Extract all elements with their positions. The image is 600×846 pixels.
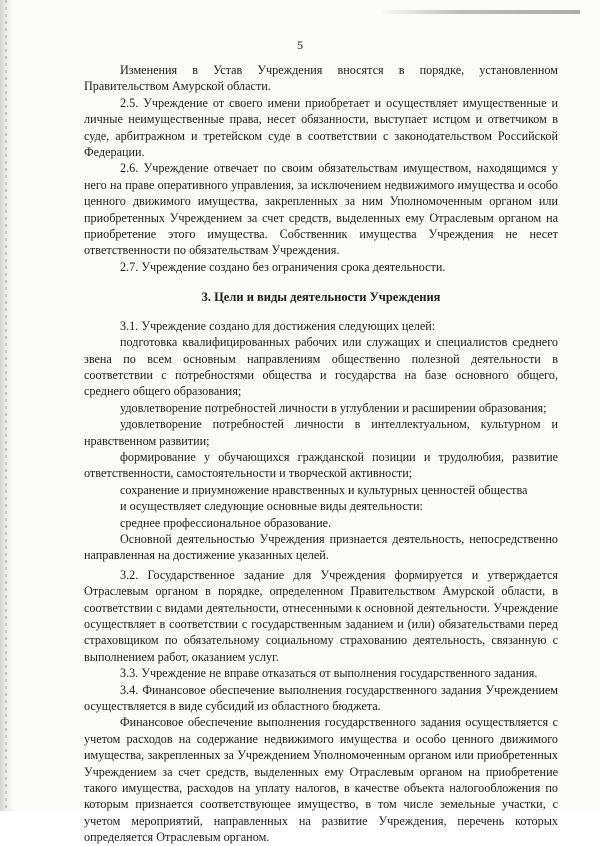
paragraph-financial-support: Финансовое обеспечение выполнения государственного задания осуществляется с учетом расходов на содержание недвижимого имущества и особо ценного движимого имущества, закрепленных за Учреждением Уполномоченным органом или приобретенных Учреждением за счет средств, выделенных ему Отраслевым органом на приобретение такого имущества, расходов на уплату налогов, в качестве объекта налогообложения по которым признается соответствующее имущество, в том числе земельные участки, с учетом мероприятий, направленных на развитие Учреждения, перечень которых определяется Отраслевым органом.	[84, 715, 558, 845]
paragraph-3-3: 3.3. Учреждение не вправе отказаться от выполнения государственного задания.	[120, 666, 538, 681]
paragraph-2-6: 2.6. Учреждение отвечает по своим обязательствам имуществом, находящимся у него на праве оперативного управления, за исключением недвижимого имущества и особо ценного движимого имущества, закрепленных за ним Уполномоченным органом или приобретенных Учреждением за счет средств, выделенных ему Отраслевым органом на приобретение этого имущества. Собственник имущества Учреждения не несет ответственности по обязательствам Учреждения.	[84, 161, 558, 258]
paragraph-2-5: 2.5. Учреждение от своего имени приобретает и осуществляет имущественные и личные неимущественные права, несет обязанности, выступает истцом и ответчиком в суде, арбитражном и третейском суде в соответствии с законодательством Российской Федерации.	[84, 95, 558, 160]
goal-item-moral-values: сохранение и приумножение нравственных и культурных ценностей общества	[120, 482, 528, 497]
scan-binding-edge	[0, 0, 14, 811]
goal-item-cultural-development: удовлетворение потребностей личности в интеллектуальном, культурном и нравственном развитии;	[84, 417, 558, 448]
goal-item-civic-position: формирование у обучающихся гражданской позиции и трудолюбия, развитие ответственности, самостоятельности и творческой активности;	[84, 449, 558, 481]
goal-item-education-needs: удовлетворение потребностей личности в углублении и расширении образования;	[120, 400, 547, 415]
document-body	[84, 62, 558, 846]
activities-intro: и осуществляет следующие основные виды деятельности:	[120, 499, 423, 514]
paragraph-2-7: 2.7. Учреждение создано без ограничения срока деятельности.	[120, 259, 446, 274]
paragraph-main-activity: Основной деятельностью Учреждения признается деятельность, непосредственно направленная на достижение указанных целей.	[84, 531, 558, 563]
activity-item-vocational-education: среднее профессиональное образование.	[120, 515, 332, 530]
paragraph-charter-changes: Изменения в Устав Учреждения вносятся в порядке, установленном Правительством Амурской области.	[84, 63, 558, 94]
paragraph-3-1: 3.1. Учреждение создано для достижения следующих целей:	[120, 318, 436, 333]
section-heading: 3. Цели и виды деятельности Учреждения	[201, 290, 441, 305]
goal-item-training: подготовка квалифицированных рабочих или служащих и специалистов среднего звена по всем основным направлениям общественно полезной деятельности в соответствии с потребностями общества и государства на базе основного общего, среднего общего образования;	[84, 335, 558, 399]
paragraph-3-4: 3.4. Финансовое обеспечение выполнения государственного задания Учреждением осуществляется в виде субсидий из областного бюджета.	[84, 682, 558, 714]
scan-top-shadow	[380, 10, 580, 14]
page-number: 5	[297, 38, 303, 52]
paragraph-3-2: 3.2. Государственное задание для Учреждения формируется и утверждается Отраслевым органом в порядке, определенном Правительством Амурской области, в соответствии с видами деятельности, отнесенными к основной деятельности. Учреждение осуществляет в соответствии с государственным заданием и (или) обязательствами перед страховщиком по обязательному социальному страхованию деятельность, связанную с выполнением работ, оказанием услуг.	[84, 567, 558, 664]
